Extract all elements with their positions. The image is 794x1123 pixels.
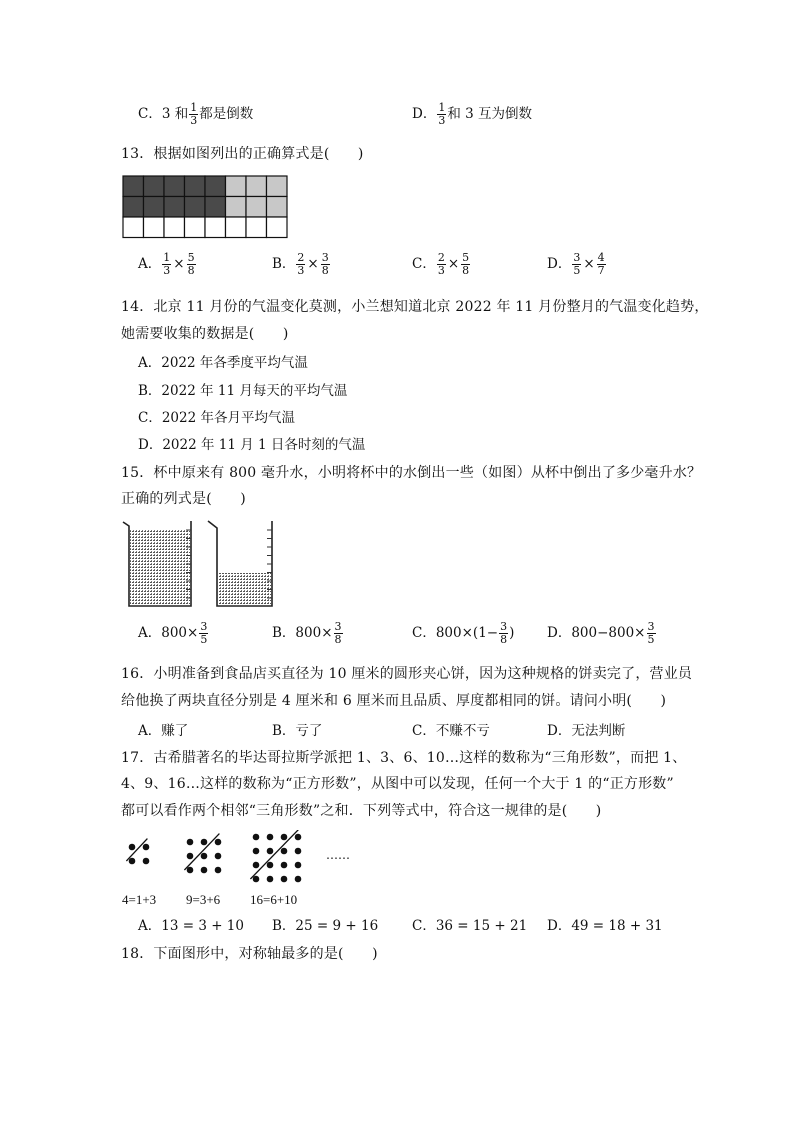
grid-cell [164, 176, 185, 197]
q16-option-a[interactable]: A．赚了 [138, 723, 189, 739]
q16-option-b[interactable]: B．亏了 [272, 723, 323, 739]
q17-dots-figure [120, 830, 360, 886]
grid-cell [226, 217, 247, 238]
q15-cups-figure [120, 516, 290, 611]
q17-caption-1: 4=1+3 [122, 892, 157, 907]
q14-option-a[interactable]: A．2022 年各季度平均气温 [138, 355, 308, 371]
q17-caption-2: 9=3+6 [186, 892, 221, 907]
grid-cell [123, 197, 144, 218]
q15-option-d[interactable]: D．800−800× $\frac{3}{5}$ [547, 620, 655, 646]
grid-cell [185, 176, 206, 197]
fraction: $\frac{2}{3}$ [437, 251, 445, 277]
q13-option-d[interactable]: D． $\frac{3}{5}$ × $\frac{4}{7}$ [547, 251, 605, 277]
q16-stem-line1: 16．小明准备到食品店买直径为 10 厘米的圆形夹心饼，因为这种规格的饼卖完了，营业员 [121, 666, 693, 682]
grid-cell [267, 197, 288, 218]
dot [267, 848, 274, 855]
q17-option-b[interactable]: B．25 = 9 + 16 [272, 918, 379, 934]
dot [281, 862, 288, 869]
q12-option-d[interactable]: D． $\frac{1}{3}$ 和 3 互为倒数 [412, 101, 532, 127]
q14-stem-line2: 她需要收集的数据是( ) [121, 326, 289, 342]
dot [129, 858, 136, 865]
dot [187, 867, 194, 874]
dot [253, 876, 260, 883]
dot [201, 839, 208, 846]
fraction: $\frac{2}{3}$ [297, 251, 305, 277]
grid-cell [246, 176, 267, 197]
grid-cell [144, 197, 165, 218]
dot [253, 834, 260, 841]
fraction: $\frac{1}{3}$ [163, 251, 171, 277]
q17-stem-line1: 17．古希腊著名的毕达哥拉斯学派把 1、3、6、10…这样的数称为“三角形数”，而把 1、 [121, 750, 687, 766]
dot [187, 839, 194, 846]
q18-stem: 18．下面图形中，对称轴最多的是( ) [121, 946, 378, 962]
dot [143, 844, 150, 851]
fraction: $\frac{3}{8}$ [334, 620, 342, 646]
q16-option-c[interactable]: C．不赚不亏 [412, 723, 490, 739]
dot [187, 853, 194, 860]
q15-option-c[interactable]: C．800×(1− $\frac{3}{8}$ ) [412, 620, 515, 646]
q13-option-b[interactable]: B． $\frac{2}{3}$ × $\frac{3}{8}$ [272, 251, 329, 277]
dot [281, 848, 288, 855]
dot [295, 862, 302, 869]
fraction: $\frac{3}{5}$ [647, 620, 655, 646]
dot [253, 848, 260, 855]
q17-caption-3: 16=6+10 [250, 892, 298, 907]
q16-option-d[interactable]: D．无法判断 [547, 723, 626, 739]
dot [267, 862, 274, 869]
fraction: $\frac{3}{5}$ [200, 620, 208, 646]
fraction: $\frac{3}{5}$ [573, 251, 581, 277]
fraction: $\frac{5}{8}$ [462, 251, 470, 277]
q14-option-c[interactable]: C．2022 年各月平均气温 [138, 410, 295, 426]
grid-cell [226, 197, 247, 218]
grid-cell [144, 217, 165, 238]
dot [253, 862, 260, 869]
grid-cell [205, 176, 226, 197]
q14-option-d[interactable]: D．2022 年 11 月 1 日各时刻的气温 [138, 437, 366, 453]
grid-cell [205, 197, 226, 218]
dot [295, 848, 302, 855]
grid-cell [164, 217, 185, 238]
poured-cup [208, 521, 272, 606]
dot [201, 853, 208, 860]
grid-cell [205, 217, 226, 238]
q15-option-b[interactable]: B．800× $\frac{3}{8}$ [272, 620, 342, 646]
dot [215, 867, 222, 874]
dot [201, 867, 208, 874]
fraction: $\frac{1}{3}$ [190, 101, 198, 127]
fraction: $\frac{4}{7}$ [597, 251, 605, 277]
q13-option-c[interactable]: C． $\frac{2}{3}$ × $\frac{5}{8}$ [412, 251, 470, 277]
q14-option-b[interactable]: B．2022 年 11 月每天的平均气温 [138, 383, 348, 399]
dot [215, 853, 222, 860]
q17-option-a[interactable]: A．13 = 3 + 10 [138, 918, 244, 934]
diagonal-line [126, 839, 147, 861]
q15-stem-line2: 正确的列式是( ) [121, 491, 246, 507]
grid-cell [123, 176, 144, 197]
grid-cell [123, 217, 144, 238]
grid-cell [267, 217, 288, 238]
grid-cell [267, 176, 288, 197]
fraction: $\frac{5}{8}$ [187, 251, 195, 277]
q14-stem-line1: 14．北京 11 月份的气温变化莫测，小兰想知道北京 2022 年 11 月份整月的气温变化趋势， [121, 299, 709, 315]
dot [129, 844, 136, 851]
dot [267, 834, 274, 841]
fraction: $\frac{1}{3}$ [438, 101, 446, 127]
fraction: $\frac{3}{8}$ [321, 251, 329, 277]
q17-stem-line2: 4、9、16…这样的数称为“正方形数”，从图中可以发现，任何一个大于 1 的“正方形数” [121, 776, 674, 792]
fraction: $\frac{3}{8}$ [500, 620, 508, 646]
grid-cell [164, 197, 185, 218]
dot [267, 876, 274, 883]
grid-cell [246, 197, 267, 218]
q15-option-a[interactable]: A．800× $\frac{3}{5}$ [138, 620, 208, 646]
q15-stem-line1: 15．杯中原来有 800 毫升水，小明将杯中的水倒出一些（如图）从杯中倒出了多少毫升水？ [121, 465, 702, 481]
q17-option-c[interactable]: C．36 = 15 + 21 [412, 918, 528, 934]
grid-cell [226, 176, 247, 197]
q13-option-a[interactable]: A． $\frac{1}{3}$ × $\frac{5}{8}$ [138, 251, 195, 277]
grid-cell [144, 176, 165, 197]
grid-cell [246, 217, 267, 238]
full-cup [123, 521, 191, 606]
dot [281, 834, 288, 841]
q13-grid-figure [121, 174, 291, 240]
q16-stem-line2: 给他换了两块直径分别是 4 厘米和 6 厘米而且品质、厚度都相同的饼。请问小明( ) [121, 693, 667, 709]
q13-stem: 13．根据如图列出的正确算式是( ) [121, 146, 364, 162]
q17-ellipsis: …… [326, 848, 350, 862]
q17-option-d[interactable]: D．49 = 18 + 31 [547, 918, 663, 934]
dot [215, 839, 222, 846]
q12-option-c[interactable]: C．3 和 $\frac{1}{3}$ 都是倒数 [138, 101, 254, 127]
dot [281, 876, 288, 883]
grid-cell [185, 197, 206, 218]
dot [295, 834, 302, 841]
grid-cell [185, 217, 206, 238]
dot [143, 858, 150, 865]
q17-stem-line3: 都可以看作两个相邻“三角形数”之和．下列等式中，符合这一规律的是( ) [121, 803, 602, 819]
dot [295, 876, 302, 883]
